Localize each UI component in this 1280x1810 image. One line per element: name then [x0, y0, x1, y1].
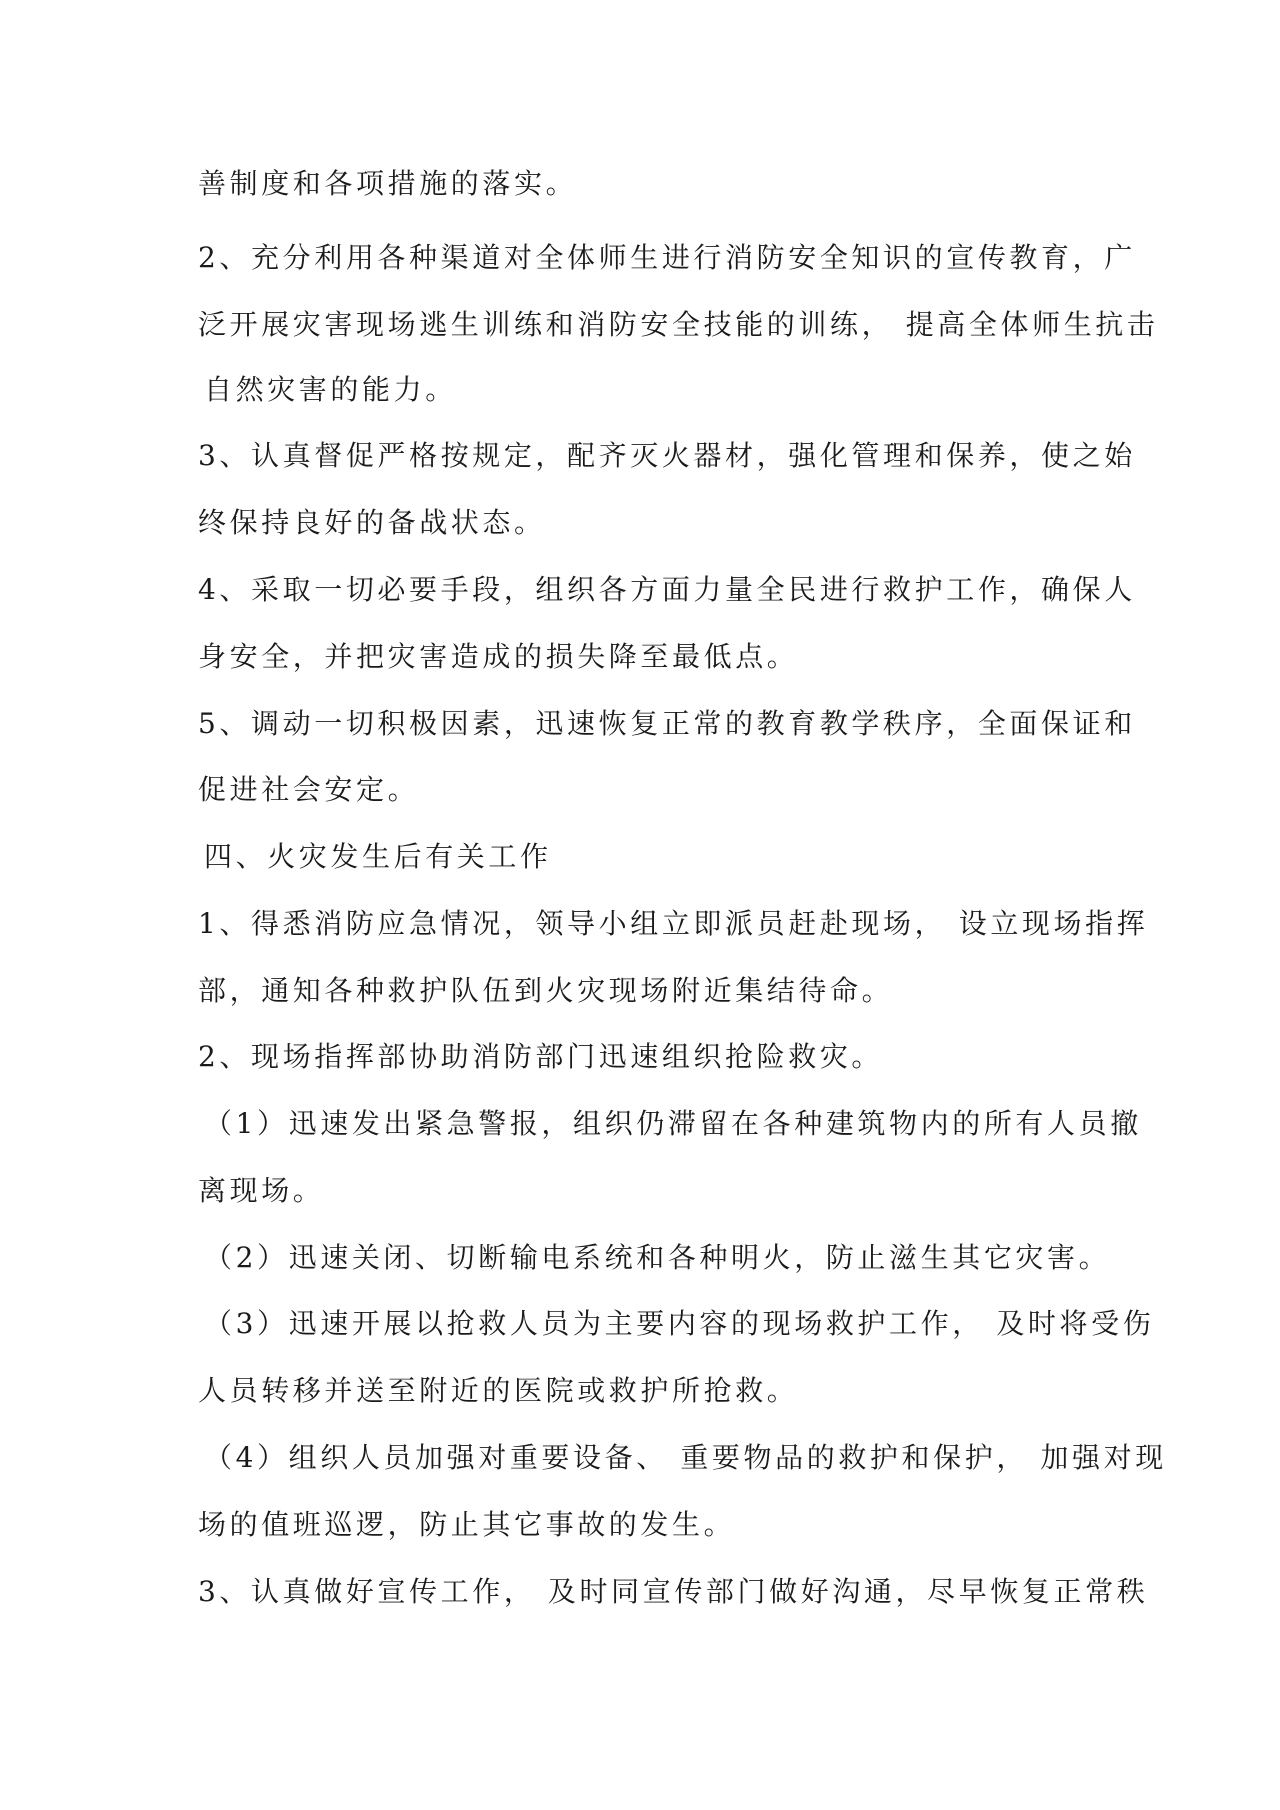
text-line: 场的值班巡逻，防止其它事故的发生。 [198, 1508, 736, 1541]
text-line: 3、认真督促严格按规定，配齐灭火器材，强化管理和保养，使之始 [198, 439, 1136, 472]
text-line: 4、采取一切必要手段，组织各方面力量全民进行救护工作，确保人 [198, 573, 1136, 606]
text-line: 2、现场指挥部协助消防部门迅速组织抢险救灾。 [198, 1040, 884, 1073]
text-line: 泛开展灾害现场逃生训练和消防安全技能的训练， 提高全体师生抗击 [198, 308, 1159, 341]
text-line: 2、充分利用各种渠道对全体师生进行消防安全知识的宣传教育，广 [198, 241, 1136, 274]
text-line: 自然灾害的能力。 [204, 373, 457, 406]
section-heading: 四、火灾发生后有关工作 [204, 840, 552, 873]
text-line: 人员转移并送至附近的医院或救护所抢救。 [198, 1374, 799, 1407]
text-line: 5、调动一切积极因素，迅速恢复正常的教育教学秩序，全面保证和 [198, 707, 1136, 740]
text-line: （4）组织人员加强对重要设备、 重要物品的救护和保护， 加强对现 [204, 1441, 1167, 1474]
text-line: （1）迅速发出紧急警报，组织仍滞留在各种建筑物内的所有人员撤 [204, 1107, 1142, 1140]
text-line: （3）迅速开展以抢救人员为主要内容的现场救护工作， 及时将受伤 [204, 1307, 1155, 1340]
text-line: 部，通知各种救护队伍到火灾现场附近集结待命。 [198, 974, 894, 1007]
text-line: 离现场。 [198, 1174, 325, 1207]
text-line: 身安全，并把灾害造成的损失降至最低点。 [198, 640, 799, 673]
text-line: 善制度和各项措施的落实。 [198, 167, 578, 200]
text-line: 1、得悉消防应急情况，领导小组立即派员赶赴现场， 设立现场指挥 [198, 907, 1149, 940]
text-line: （2）迅速关闭、切断输电系统和各种明火，防止滋生其它灾害。 [204, 1241, 1111, 1274]
text-line: 终保持良好的备战状态。 [198, 506, 546, 539]
text-line: 3、认真做好宣传工作， 及时同宣传部门做好沟通，尽早恢复正常秩 [198, 1575, 1149, 1608]
text-line: 促进社会安定。 [198, 773, 420, 806]
